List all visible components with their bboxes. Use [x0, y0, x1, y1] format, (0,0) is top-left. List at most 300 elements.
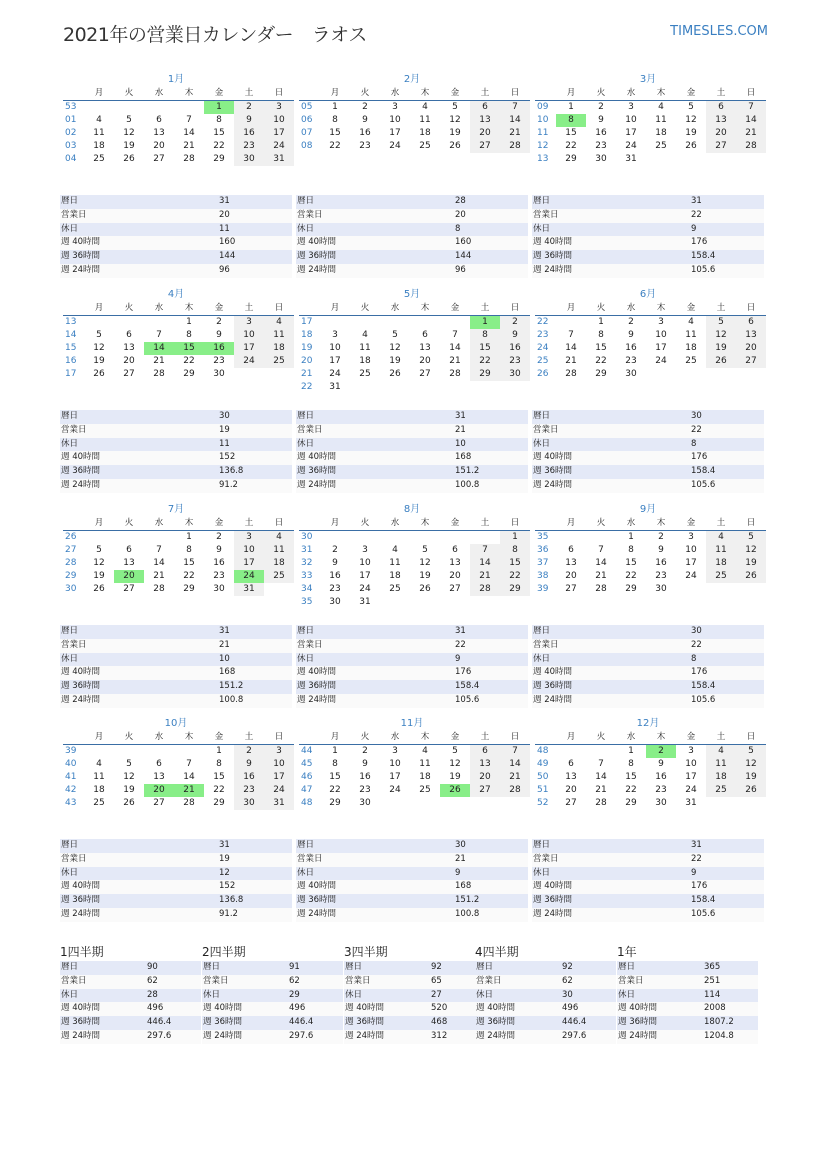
day-cell[interactable]: 5 — [96, 330, 102, 340]
day-cell[interactable]: 21 — [174, 784, 204, 797]
day-cell[interactable]: 26 — [389, 369, 401, 379]
day-cell[interactable]: 27 — [706, 140, 736, 153]
day-cell[interactable]: 3 — [658, 317, 664, 327]
day-cell[interactable]: 6 — [422, 330, 428, 340]
day-cell[interactable]: 2 — [362, 102, 368, 112]
day-cell[interactable]: 2 — [362, 746, 368, 756]
day-cell[interactable]: 10 — [329, 343, 341, 353]
day-cell[interactable]: 6 — [568, 545, 574, 555]
day-cell[interactable]: 30 — [329, 597, 341, 607]
day-cell[interactable]: 24 — [264, 140, 294, 153]
day-cell[interactable]: 10 — [264, 758, 294, 771]
day-cell[interactable]: 14 — [449, 343, 461, 353]
day-cell[interactable]: 18 — [655, 128, 667, 138]
day-cell[interactable]: 11 — [264, 544, 294, 557]
day-cell[interactable]: 17 — [625, 128, 637, 138]
day-cell[interactable]: 16 — [204, 342, 234, 355]
day-cell[interactable]: 2 — [332, 545, 338, 555]
day-cell[interactable]: 9 — [332, 558, 338, 568]
day-cell[interactable]: 19 — [123, 785, 135, 795]
day-cell[interactable]: 17 — [234, 342, 264, 355]
day-cell[interactable]: 9 — [362, 115, 368, 125]
day-cell[interactable]: 3 — [234, 531, 264, 545]
day-cell[interactable]: 5 — [452, 102, 458, 112]
day-cell[interactable]: 9 — [234, 758, 264, 771]
day-cell[interactable]: 13 — [153, 128, 165, 138]
day-cell[interactable]: 26 — [736, 570, 766, 583]
day-cell[interactable]: 12 — [449, 759, 461, 769]
day-cell[interactable]: 10 — [685, 545, 697, 555]
day-cell[interactable]: 21 — [595, 785, 607, 795]
day-cell[interactable]: 17 — [389, 772, 401, 782]
day-cell[interactable]: 3 — [688, 532, 694, 542]
day-cell[interactable]: 19 — [93, 571, 105, 581]
day-cell[interactable]: 22 — [595, 356, 607, 366]
day-cell[interactable]: 7 — [470, 544, 500, 557]
day-cell[interactable]: 17 — [655, 343, 667, 353]
day-cell[interactable]: 22 — [500, 570, 530, 583]
day-cell[interactable]: 29 — [183, 369, 195, 379]
day-cell[interactable]: 9 — [598, 115, 604, 125]
day-cell[interactable]: 23 — [213, 571, 225, 581]
day-cell[interactable]: 27 — [123, 369, 135, 379]
day-cell[interactable]: 19 — [449, 772, 461, 782]
day-cell[interactable]: 22 — [329, 785, 341, 795]
day-cell[interactable]: 15 — [213, 128, 225, 138]
day-cell[interactable]: 4 — [96, 115, 102, 125]
day-cell[interactable]: 20 — [419, 356, 431, 366]
day-cell[interactable]: 25 — [655, 141, 667, 151]
day-cell[interactable]: 2 — [234, 101, 264, 115]
day-cell[interactable]: 23 — [359, 141, 371, 151]
day-cell[interactable]: 31 — [359, 597, 371, 607]
day-cell[interactable]: 15 — [470, 342, 500, 355]
day-cell[interactable]: 23 — [500, 355, 530, 368]
day-cell[interactable]: 7 — [500, 745, 530, 759]
day-cell[interactable]: 10 — [234, 544, 264, 557]
day-cell[interactable]: 15 — [329, 128, 341, 138]
day-cell[interactable]: 14 — [500, 758, 530, 771]
day-cell[interactable]: 4 — [706, 531, 736, 545]
day-cell[interactable]: 28 — [470, 583, 500, 596]
day-cell[interactable]: 2 — [658, 532, 664, 542]
day-cell[interactable]: 27 — [449, 584, 461, 594]
day-cell[interactable]: 17 — [234, 557, 264, 570]
day-cell[interactable]: 25 — [264, 355, 294, 368]
day-cell[interactable]: 21 — [565, 356, 577, 366]
day-cell[interactable]: 6 — [156, 115, 162, 125]
day-cell[interactable]: 8 — [186, 545, 192, 555]
day-cell[interactable]: 10 — [389, 759, 401, 769]
day-cell[interactable]: 8 — [500, 544, 530, 557]
day-cell[interactable]: 21 — [153, 356, 165, 366]
day-cell[interactable]: 12 — [419, 558, 431, 568]
day-cell[interactable]: 5 — [452, 746, 458, 756]
day-cell[interactable]: 13 — [470, 114, 500, 127]
day-cell[interactable]: 10 — [359, 558, 371, 568]
day-cell[interactable]: 6 — [470, 101, 500, 115]
day-cell[interactable]: 30 — [213, 369, 225, 379]
day-cell[interactable]: 14 — [565, 343, 577, 353]
day-cell[interactable]: 16 — [234, 771, 264, 784]
day-cell[interactable]: 9 — [234, 114, 264, 127]
day-cell[interactable]: 11 — [389, 558, 401, 568]
day-cell[interactable]: 28 — [449, 369, 461, 379]
day-cell[interactable]: 5 — [422, 545, 428, 555]
day-cell[interactable]: 24 — [655, 356, 667, 366]
day-cell[interactable]: 12 — [449, 115, 461, 125]
day-cell[interactable]: 30 — [234, 797, 264, 810]
day-cell[interactable]: 7 — [598, 545, 604, 555]
day-cell[interactable]: 29 — [183, 584, 195, 594]
day-cell[interactable]: 7 — [186, 759, 192, 769]
day-cell[interactable]: 2 — [646, 745, 676, 759]
day-cell[interactable]: 27 — [736, 355, 766, 368]
day-cell[interactable]: 23 — [234, 140, 264, 153]
day-cell[interactable]: 6 — [126, 330, 132, 340]
day-cell[interactable]: 19 — [419, 571, 431, 581]
day-cell[interactable]: 20 — [470, 771, 500, 784]
day-cell[interactable]: 3 — [332, 330, 338, 340]
day-cell[interactable]: 5 — [736, 531, 766, 545]
day-cell[interactable]: 30 — [655, 798, 667, 808]
day-cell[interactable]: 12 — [123, 772, 135, 782]
day-cell[interactable]: 14 — [144, 342, 174, 355]
day-cell[interactable]: 31 — [234, 583, 264, 596]
day-cell[interactable]: 16 — [655, 772, 667, 782]
day-cell[interactable]: 16 — [329, 571, 341, 581]
day-cell[interactable]: 24 — [389, 785, 401, 795]
day-cell[interactable]: 2 — [234, 745, 264, 759]
day-cell[interactable]: 17 — [329, 356, 341, 366]
day-cell[interactable]: 3 — [264, 101, 294, 115]
day-cell[interactable]: 12 — [736, 758, 766, 771]
day-cell[interactable]: 20 — [706, 127, 736, 140]
day-cell[interactable]: 7 — [156, 545, 162, 555]
day-cell[interactable]: 8 — [628, 759, 634, 769]
day-cell[interactable]: 21 — [595, 571, 607, 581]
day-cell[interactable]: 30 — [500, 368, 530, 381]
day-cell[interactable]: 11 — [93, 772, 105, 782]
day-cell[interactable]: 17 — [685, 772, 697, 782]
day-cell[interactable]: 13 — [153, 772, 165, 782]
day-cell[interactable]: 5 — [126, 115, 132, 125]
day-cell[interactable]: 22 — [213, 785, 225, 795]
day-cell[interactable]: 1 — [186, 317, 192, 327]
day-cell[interactable]: 5 — [736, 745, 766, 759]
day-cell[interactable]: 2 — [628, 317, 634, 327]
day-cell[interactable]: 21 — [500, 127, 530, 140]
day-cell[interactable]: 16 — [213, 558, 225, 568]
day-cell[interactable]: 13 — [565, 772, 577, 782]
day-cell[interactable]: 12 — [93, 558, 105, 568]
day-cell[interactable]: 23 — [655, 785, 667, 795]
day-cell[interactable]: 3 — [392, 746, 398, 756]
day-cell[interactable]: 20 — [736, 342, 766, 355]
day-cell[interactable]: 12 — [389, 343, 401, 353]
day-cell[interactable]: 12 — [93, 343, 105, 353]
day-cell[interactable]: 19 — [685, 128, 697, 138]
day-cell[interactable]: 4 — [422, 746, 428, 756]
day-cell[interactable]: 11 — [93, 128, 105, 138]
day-cell[interactable]: 6 — [736, 316, 766, 330]
day-cell[interactable]: 15 — [183, 558, 195, 568]
day-cell[interactable]: 20 — [153, 141, 165, 151]
day-cell[interactable]: 1 — [568, 102, 574, 112]
day-cell[interactable]: 24 — [234, 355, 264, 368]
day-cell[interactable]: 26 — [123, 154, 135, 164]
day-cell[interactable]: 18 — [264, 557, 294, 570]
day-cell[interactable]: 17 — [264, 771, 294, 784]
day-cell[interactable]: 23 — [234, 784, 264, 797]
day-cell[interactable]: 16 — [625, 343, 637, 353]
day-cell[interactable]: 24 — [264, 784, 294, 797]
day-cell[interactable]: 29 — [213, 798, 225, 808]
day-cell[interactable]: 3 — [688, 746, 694, 756]
day-cell[interactable]: 14 — [500, 114, 530, 127]
day-cell[interactable]: 17 — [389, 128, 401, 138]
day-cell[interactable]: 3 — [628, 102, 634, 112]
day-cell[interactable]: 10 — [655, 330, 667, 340]
day-cell[interactable]: 16 — [500, 342, 530, 355]
day-cell[interactable]: 18 — [359, 356, 371, 366]
day-cell[interactable]: 24 — [234, 570, 264, 583]
day-cell[interactable]: 7 — [598, 759, 604, 769]
day-cell[interactable]: 8 — [216, 115, 222, 125]
day-cell[interactable]: 30 — [595, 154, 607, 164]
day-cell[interactable]: 1 — [332, 102, 338, 112]
day-cell[interactable]: 26 — [93, 584, 105, 594]
day-cell[interactable]: 26 — [449, 141, 461, 151]
day-cell[interactable]: 29 — [595, 369, 607, 379]
day-cell[interactable]: 15 — [625, 558, 637, 568]
day-cell[interactable]: 6 — [568, 759, 574, 769]
day-cell[interactable]: 7 — [568, 330, 574, 340]
day-cell[interactable]: 18 — [706, 557, 736, 570]
day-cell[interactable]: 9 — [658, 545, 664, 555]
day-cell[interactable]: 8 — [556, 114, 586, 127]
day-cell[interactable]: 28 — [595, 584, 607, 594]
day-cell[interactable]: 2 — [500, 316, 530, 330]
day-cell[interactable]: 15 — [595, 343, 607, 353]
day-cell[interactable]: 9 — [216, 330, 222, 340]
day-cell[interactable]: 16 — [359, 772, 371, 782]
day-cell[interactable]: 24 — [389, 141, 401, 151]
day-cell[interactable]: 2 — [598, 102, 604, 112]
day-cell[interactable]: 13 — [419, 343, 431, 353]
day-cell[interactable]: 26 — [706, 355, 736, 368]
day-cell[interactable]: 13 — [449, 558, 461, 568]
day-cell[interactable]: 18 — [389, 571, 401, 581]
day-cell[interactable]: 20 — [565, 571, 577, 581]
day-cell[interactable]: 2 — [216, 317, 222, 327]
day-cell[interactable]: 4 — [658, 102, 664, 112]
day-cell[interactable]: 24 — [329, 369, 341, 379]
day-cell[interactable]: 9 — [628, 330, 634, 340]
day-cell[interactable]: 21 — [183, 141, 195, 151]
day-cell[interactable]: 19 — [93, 356, 105, 366]
day-cell[interactable]: 28 — [595, 798, 607, 808]
day-cell[interactable]: 15 — [213, 772, 225, 782]
day-cell[interactable]: 4 — [392, 545, 398, 555]
day-cell[interactable]: 11 — [264, 329, 294, 342]
day-cell[interactable]: 23 — [625, 356, 637, 366]
day-cell[interactable]: 6 — [706, 101, 736, 115]
day-cell[interactable]: 27 — [470, 140, 500, 153]
day-cell[interactable]: 27 — [470, 784, 500, 797]
day-cell[interactable]: 5 — [688, 102, 694, 112]
day-cell[interactable]: 11 — [706, 544, 736, 557]
day-cell[interactable]: 4 — [688, 317, 694, 327]
day-cell[interactable]: 28 — [183, 798, 195, 808]
day-cell[interactable]: 29 — [500, 583, 530, 596]
day-cell[interactable]: 28 — [500, 784, 530, 797]
day-cell[interactable]: 14 — [183, 772, 195, 782]
day-cell[interactable]: 3 — [264, 745, 294, 759]
day-cell[interactable]: 13 — [123, 558, 135, 568]
day-cell[interactable]: 23 — [595, 141, 607, 151]
day-cell[interactable]: 3 — [362, 545, 368, 555]
day-cell[interactable]: 26 — [93, 369, 105, 379]
day-cell[interactable]: 18 — [419, 772, 431, 782]
day-cell[interactable]: 4 — [96, 759, 102, 769]
day-cell[interactable]: 1 — [598, 317, 604, 327]
day-cell[interactable]: 29 — [565, 154, 577, 164]
day-cell[interactable]: 15 — [500, 557, 530, 570]
day-cell[interactable]: 14 — [153, 558, 165, 568]
day-cell[interactable]: 7 — [452, 330, 458, 340]
day-cell[interactable]: 3 — [234, 316, 264, 330]
day-cell[interactable]: 29 — [329, 798, 341, 808]
day-cell[interactable]: 20 — [449, 571, 461, 581]
day-cell[interactable]: 13 — [706, 114, 736, 127]
day-cell[interactable]: 17 — [685, 558, 697, 568]
day-cell[interactable]: 26 — [440, 784, 470, 797]
day-cell[interactable]: 8 — [628, 545, 634, 555]
day-cell[interactable]: 18 — [93, 141, 105, 151]
day-cell[interactable]: 28 — [565, 369, 577, 379]
site-logo[interactable]: TIMESLES.COM — [670, 24, 768, 39]
day-cell[interactable]: 8 — [598, 330, 604, 340]
day-cell[interactable]: 12 — [736, 544, 766, 557]
day-cell[interactable]: 25 — [359, 369, 371, 379]
day-cell[interactable]: 27 — [123, 584, 135, 594]
day-cell[interactable]: 18 — [419, 128, 431, 138]
day-cell[interactable]: 30 — [234, 153, 264, 166]
day-cell[interactable]: 10 — [264, 114, 294, 127]
day-cell[interactable]: 31 — [685, 798, 697, 808]
day-cell[interactable]: 27 — [153, 154, 165, 164]
day-cell[interactable]: 11 — [655, 115, 667, 125]
day-cell[interactable]: 28 — [500, 140, 530, 153]
day-cell[interactable]: 1 — [500, 531, 530, 545]
day-cell[interactable]: 5 — [126, 759, 132, 769]
day-cell[interactable]: 22 — [625, 785, 637, 795]
day-cell[interactable]: 16 — [595, 128, 607, 138]
day-cell[interactable]: 12 — [706, 329, 736, 342]
day-cell[interactable]: 14 — [595, 558, 607, 568]
day-cell[interactable]: 23 — [213, 356, 225, 366]
day-cell[interactable]: 18 — [706, 771, 736, 784]
day-cell[interactable]: 30 — [655, 584, 667, 594]
day-cell[interactable]: 25 — [93, 798, 105, 808]
day-cell[interactable]: 11 — [706, 758, 736, 771]
day-cell[interactable]: 15 — [625, 772, 637, 782]
day-cell[interactable]: 25 — [706, 784, 736, 797]
day-cell[interactable]: 16 — [234, 127, 264, 140]
day-cell[interactable]: 8 — [470, 329, 500, 342]
day-cell[interactable]: 6 — [126, 545, 132, 555]
day-cell[interactable]: 22 — [625, 571, 637, 581]
day-cell[interactable]: 1 — [204, 101, 234, 115]
day-cell[interactable]: 10 — [389, 115, 401, 125]
day-cell[interactable]: 27 — [153, 798, 165, 808]
day-cell[interactable]: 19 — [706, 342, 736, 355]
day-cell[interactable]: 4 — [264, 531, 294, 545]
day-cell[interactable]: 11 — [359, 343, 371, 353]
day-cell[interactable]: 6 — [452, 545, 458, 555]
day-cell[interactable]: 24 — [685, 785, 697, 795]
day-cell[interactable]: 21 — [736, 127, 766, 140]
day-cell[interactable]: 8 — [332, 115, 338, 125]
day-cell[interactable]: 4 — [362, 330, 368, 340]
day-cell[interactable]: 25 — [419, 141, 431, 151]
day-cell[interactable]: 16 — [655, 558, 667, 568]
day-cell[interactable]: 25 — [419, 785, 431, 795]
day-cell[interactable]: 25 — [706, 570, 736, 583]
day-cell[interactable]: 7 — [500, 101, 530, 115]
day-cell[interactable]: 19 — [736, 557, 766, 570]
day-cell[interactable]: 9 — [658, 759, 664, 769]
day-cell[interactable]: 25 — [93, 154, 105, 164]
day-cell[interactable]: 27 — [419, 369, 431, 379]
day-cell[interactable]: 6 — [470, 745, 500, 759]
day-cell[interactable]: 21 — [470, 570, 500, 583]
day-cell[interactable]: 14 — [183, 128, 195, 138]
day-cell[interactable]: 26 — [685, 141, 697, 151]
day-cell[interactable]: 27 — [565, 584, 577, 594]
day-cell[interactable]: 8 — [332, 759, 338, 769]
day-cell[interactable]: 8 — [186, 330, 192, 340]
day-cell[interactable]: 29 — [625, 798, 637, 808]
day-cell[interactable]: 14 — [595, 772, 607, 782]
day-cell[interactable]: 18 — [93, 785, 105, 795]
day-cell[interactable]: 20 — [470, 127, 500, 140]
day-cell[interactable]: 1 — [628, 746, 634, 756]
day-cell[interactable]: 20 — [144, 784, 174, 797]
day-cell[interactable]: 31 — [329, 382, 341, 392]
day-cell[interactable]: 30 — [625, 369, 637, 379]
day-cell[interactable]: 4 — [264, 316, 294, 330]
day-cell[interactable]: 17 — [359, 571, 371, 581]
day-cell[interactable]: 23 — [329, 584, 341, 594]
day-cell[interactable]: 21 — [153, 571, 165, 581]
day-cell[interactable]: 19 — [449, 128, 461, 138]
day-cell[interactable]: 22 — [213, 141, 225, 151]
day-cell[interactable]: 19 — [123, 141, 135, 151]
day-cell[interactable]: 17 — [264, 127, 294, 140]
day-cell[interactable]: 11 — [419, 115, 431, 125]
day-cell[interactable]: 13 — [736, 329, 766, 342]
day-cell[interactable]: 26 — [123, 798, 135, 808]
day-cell[interactable]: 1 — [470, 316, 500, 330]
day-cell[interactable]: 10 — [234, 329, 264, 342]
day-cell[interactable]: 1 — [332, 746, 338, 756]
day-cell[interactable]: 28 — [736, 140, 766, 153]
day-cell[interactable]: 20 — [565, 785, 577, 795]
day-cell[interactable]: 10 — [625, 115, 637, 125]
day-cell[interactable]: 15 — [565, 128, 577, 138]
